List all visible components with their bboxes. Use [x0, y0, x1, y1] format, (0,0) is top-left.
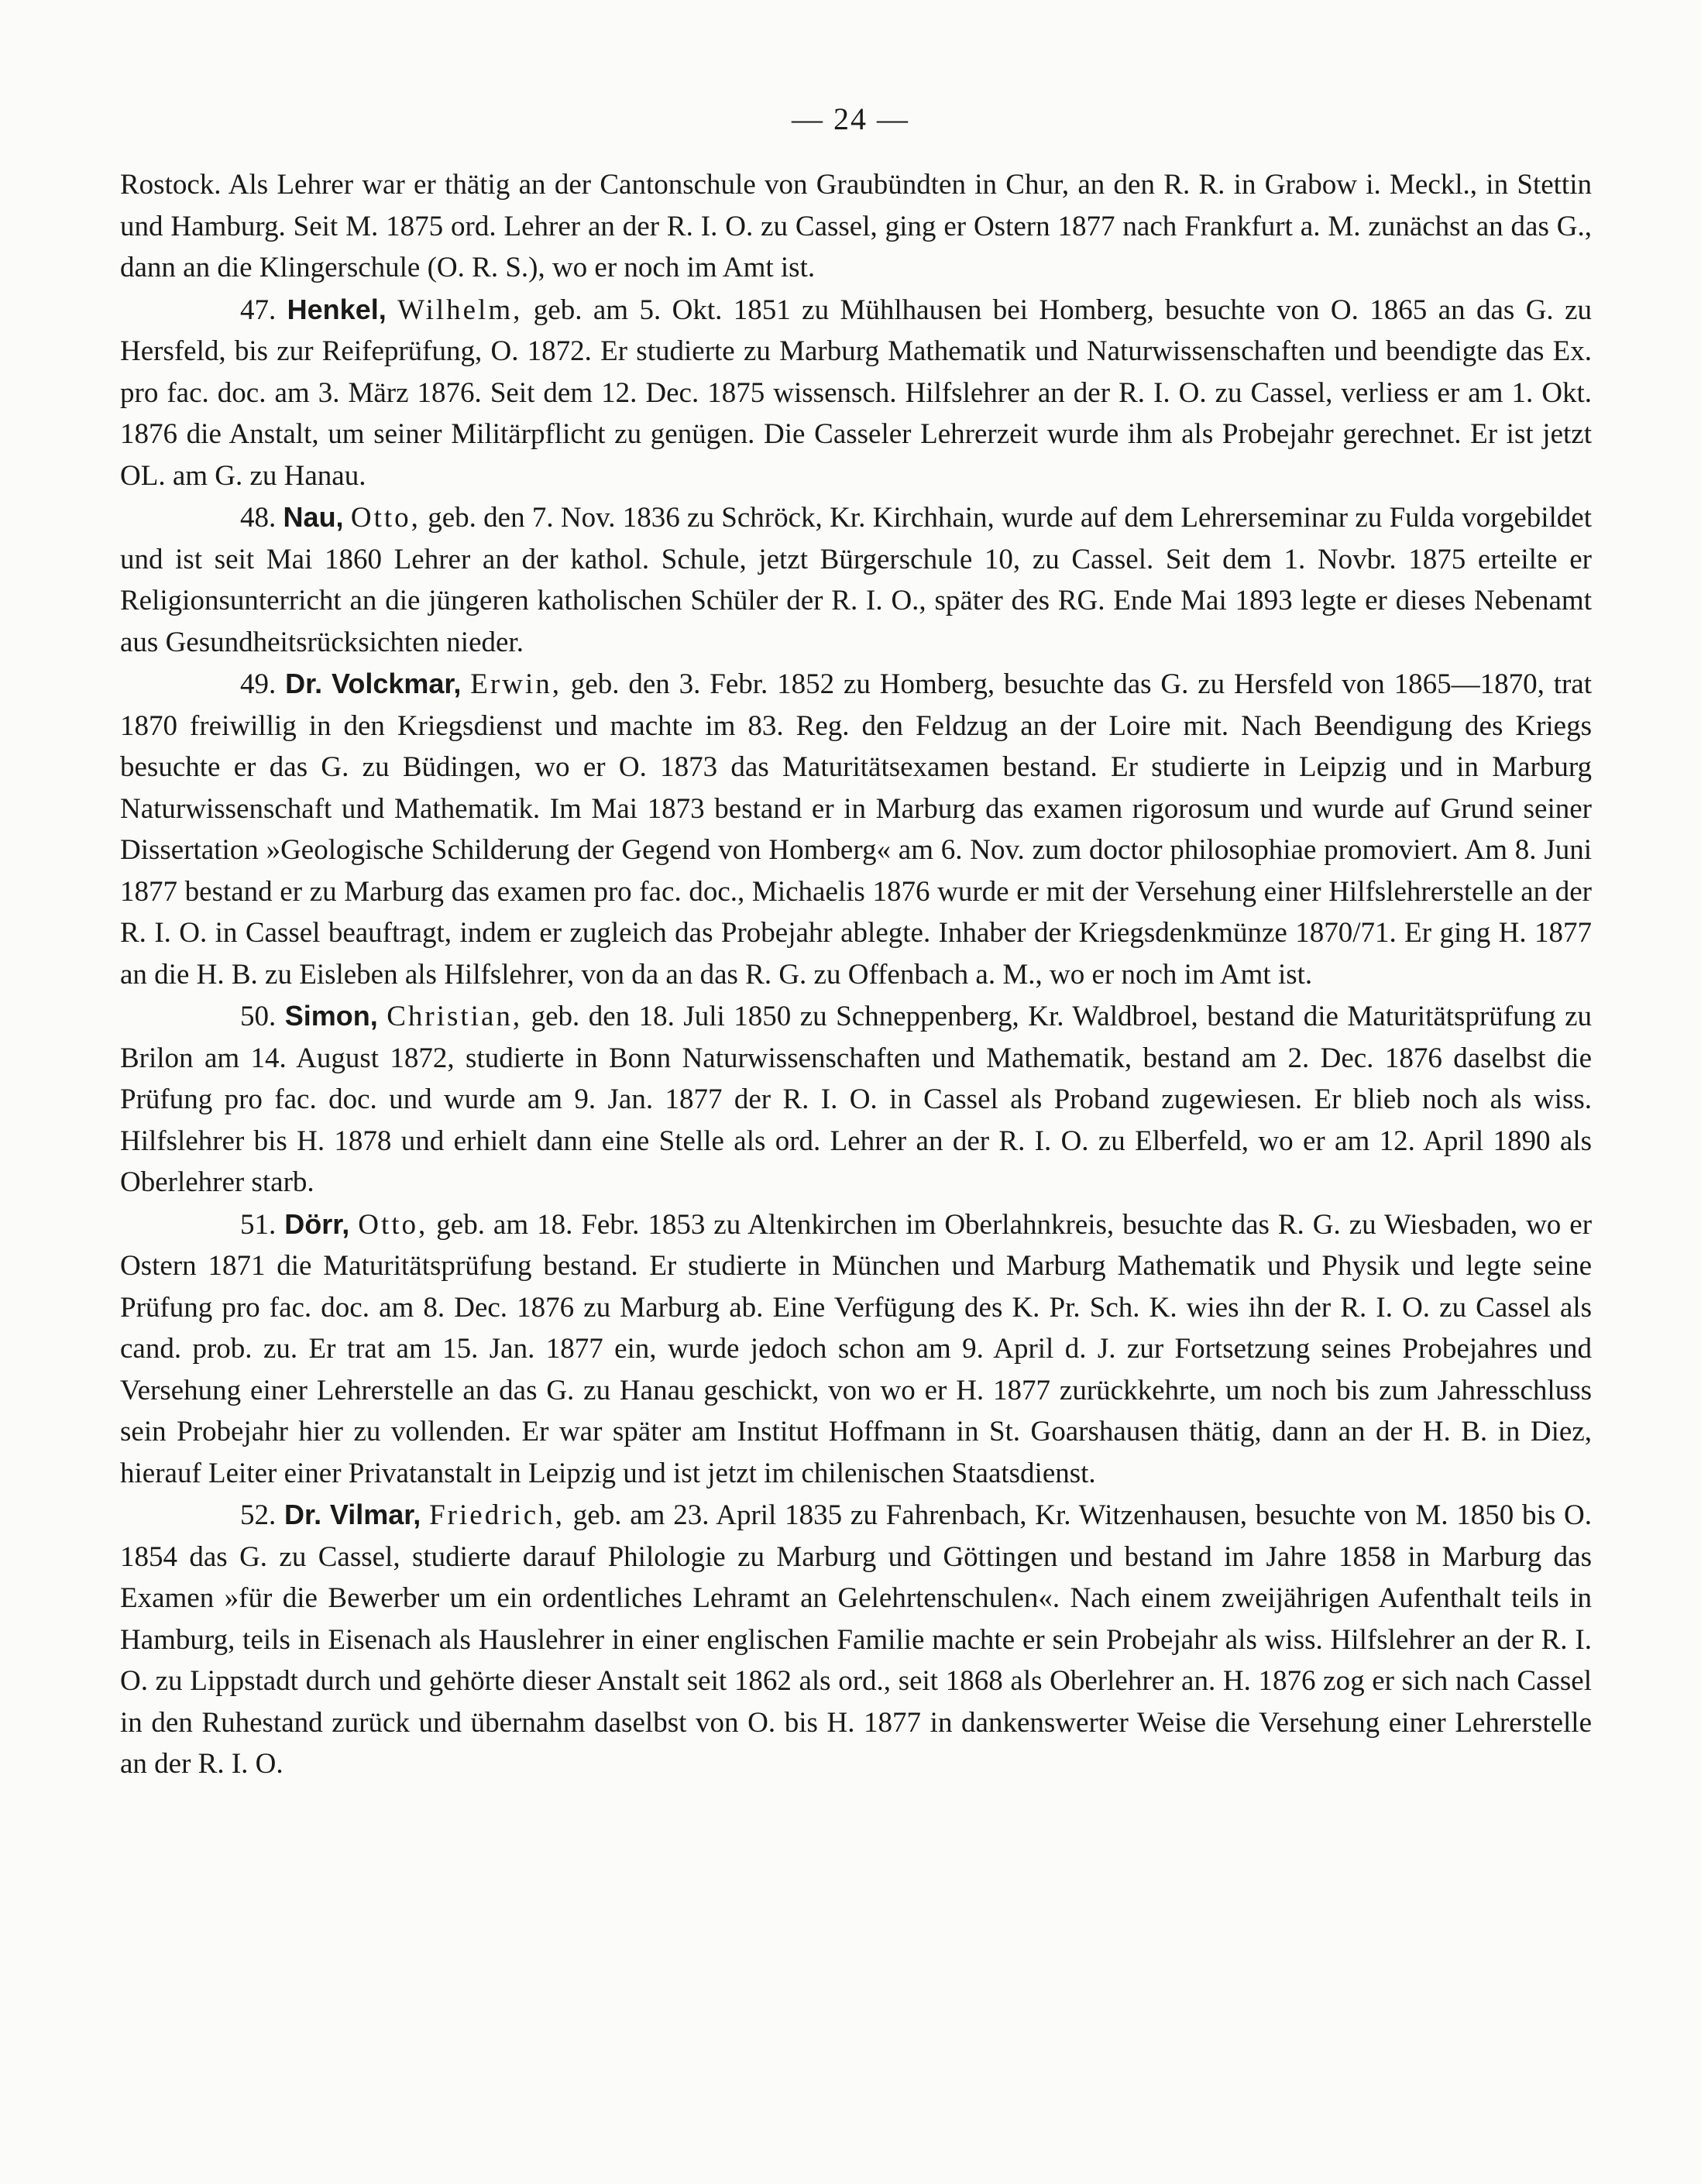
entry-number: 48.: [240, 502, 277, 534]
entry-text: geb. am 23. April 1835 zu Fahrenbach, Kr. Witzenhausen, besuchte von M. 1850 bis O. 1854 das G. zu Cassel, studierte darauf Philologie zu Marburg und Göttingen und bestand im Jahre 1858 in Marburg das Examen »für die Bewerber um ein ordentliches Lehramt an Gelehrtenschulen«. Nach einem zweijährigen Aufenthalt teils in Hamburg, teils in Eisenach als Hauslehrer in einer englischen Familie machte er sein Probejahr als wiss. Hilfslehrer an der R. I. O. zu Lippstadt durch und gehörte dieser Anstalt seit 1862 als ord., seit 1868 als Oberlehrer an. H. 1876 zog er sich nach Cassel in den Ruhestand zurück und übernahm daselbst von O. bis H. 1877 in dankenswerter Weise die Versehung einer Lehrerstelle an der R. I. O.: [120, 1499, 1593, 1780]
entry-surname: Henkel,: [287, 293, 387, 325]
entry-given-name: Otto,: [350, 502, 421, 534]
page-number: — 24 —: [792, 101, 909, 136]
entry-surname: Vilmar,: [329, 1499, 421, 1530]
entry-number: 49.: [240, 668, 277, 700]
entry-title: Dr.: [284, 1499, 322, 1530]
entry-48: [120, 496, 1592, 663]
entry-surname: Nau,: [283, 501, 344, 533]
entry-text: geb. den 3. Febr. 1852 zu Homberg, besuchte das G. zu Hersfeld von 1865—1870, trat 1870 freiwillig in den Kriegsdienst und machte im 83. Reg. den Feldzug an der Loire mit. Nach Beendigung des Kriegs besuchte er das G. zu Büdingen, wo er O. 1873 das Maturitätsexamen bestand. Er studierte in Leipzig und in Marburg Naturwissenschaft und Mathematik. Im Mai 1873 bestand er in Marburg das examen rigorosum und wurde auf Grund seiner Dissertation »Geologische Schilderung der Gegend von Homberg« am 6. Nov. zum doctor philosophiae promoviert. Am 8. Juni 1877 bestand er zu Marburg das examen pro fac. doc., Michaelis 1876 wurde er mit der Versehung einer Hilfslehrerstelle an der R. I. O. in Cassel beauftragt, indem er zugleich das Probejahr ablegte. Inhaber der Kriegsdenkmünze 1870/71. Er ging H. 1877 an die H. B. zu Eisleben als Hilfslehrer, von da an das R. G. zu Offenbach a. M., wo er noch im Amt ist.: [120, 668, 1593, 991]
entry-text: geb. den 18. Juli 1850 zu Schneppenberg, Kr. Waldbroel, bestand die Maturitätsprüfung zu Brilon am 14. August 1872, studierte in Bonn Naturwissenschaften und Mathematik, bestand am 2. Dec. 1876 daselbst die Prüfung pro fac. doc. und wurde am 9. Jan. 1877 der R. I. O. in Cassel als Proband zugewiesen. Er blieb noch als wiss. Hilfslehrer bis H. 1878 und erhielt dann eine Stelle als ord. Lehrer an der R. I. O. zu Elberfeld, wo er am 12. April 1890 als Oberlehrer starb.: [120, 1001, 1592, 1198]
entry-number: 51.: [240, 1208, 277, 1241]
paragraph-continuation: Rostock. Als Lehrer war er thätig an der Cantonschule von Graubündten in Chur, an den R. R. in Grabow i. Meckl., in Stettin und Hamburg. Seit M. 1875 ord. Lehrer an der R. I. O. zu Cassel, ging er Ostern 1877 nach Frankfurt a. M. zunächst an das G., dann an die Klingerschule (O. R. S.), wo er noch im Amt ist.: [120, 169, 1592, 283]
entry-number: 52.: [240, 1499, 277, 1531]
entry-title: Dr.: [285, 668, 323, 699]
entry-surname: Simon,: [284, 1000, 378, 1032]
entry-given-name: Erwin,: [470, 668, 562, 700]
entry-given-name: Otto,: [358, 1208, 428, 1241]
entry-text: geb. den 7. Nov. 1836 zu Schröck, Kr. Kirchhain, wurde auf dem Lehrerseminar zu Fulda vorgebildet und ist seit Mai 1860 Lehrer an der kathol. Schule, jetzt Bürgerschule 10, zu Cassel. Seit dem 1. Novbr. 1875 erteilte er Religionsunterricht an die jüngeren katholischen Schüler der R. I. O., später des RG. Ende Mai 1893 legte er dieses Nebenamt aus Gesundheitsrücksichten nieder.: [120, 502, 1593, 658]
entry-50: [120, 995, 1592, 1204]
entry-surname: Volckmar,: [332, 668, 462, 699]
entry-given-name: Christian,: [387, 1001, 523, 1032]
entry-47: [120, 289, 1592, 497]
body-text: [120, 164, 1592, 1785]
entry-given-name: Wilhelm,: [397, 294, 523, 326]
entry-text: geb. am 18. Febr. 1853 zu Altenkirchen im Oberlahnkreis, besuchte das R. G. zu Wiesbaden, wo er Ostern 1871 die Maturitätsprüfung bestand. Er studierte in München und Marburg Mathematik und Physik und legte seine Prüfung pro fac. doc. am 8. Dec. 1876 zu Marburg ab. Eine Verfügung des K. Pr. Sch. K. wies ihn der R. I. O. zu Cassel als cand. prob. zu. Er trat am 15. Jan. 1877 ein, wurde jedoch schon am 9. April d. J. zur Fortsetzung seines Probejahres und Versehung einer Lehrerstelle an das G. zu Hanau geschickt, von wo er H. 1877 zurückkehrte, um noch bis zum Jahresschluss sein Probejahr hier zu vollenden. Er war später am Institut Hoffmann in St. Goarshausen thätig, dann an der H. B. in Diez, hierauf Leiter einer Privatanstalt in Leipzig und ist jetzt im chilenischen Staatsdienst.: [120, 1208, 1593, 1489]
entry-number: 50.: [240, 1001, 277, 1032]
entry-52: [120, 1494, 1592, 1785]
entry-49: [120, 663, 1592, 995]
entry-number: 47.: [240, 294, 277, 326]
entry-given-name: Friedrich,: [429, 1499, 565, 1531]
entry-surname: Dörr,: [284, 1207, 350, 1240]
entry-51: [120, 1204, 1592, 1495]
entry-text: geb. am 5. Okt. 1851 zu Mühlhausen bei Homberg, besuchte von O. 1865 an das G. zu Hersfeld, bis zur Reifeprüfung, O. 1872. Er studierte zu Marburg Mathematik und Naturwissenschaften und beendigte das Ex. pro fac. doc. am 3. März 1876. Seit dem 12. Dec. 1875 wissensch. Hilfslehrer an der R. I. O. zu Cassel, verliess er am 1. Okt. 1876 die Anstalt, um seiner Militärpflicht zu genügen. Die Casseler Lehrerzeit wurde ihm als Probejahr gerechnet. Er ist jetzt OL. am G. zu Hanau.: [120, 294, 1592, 492]
